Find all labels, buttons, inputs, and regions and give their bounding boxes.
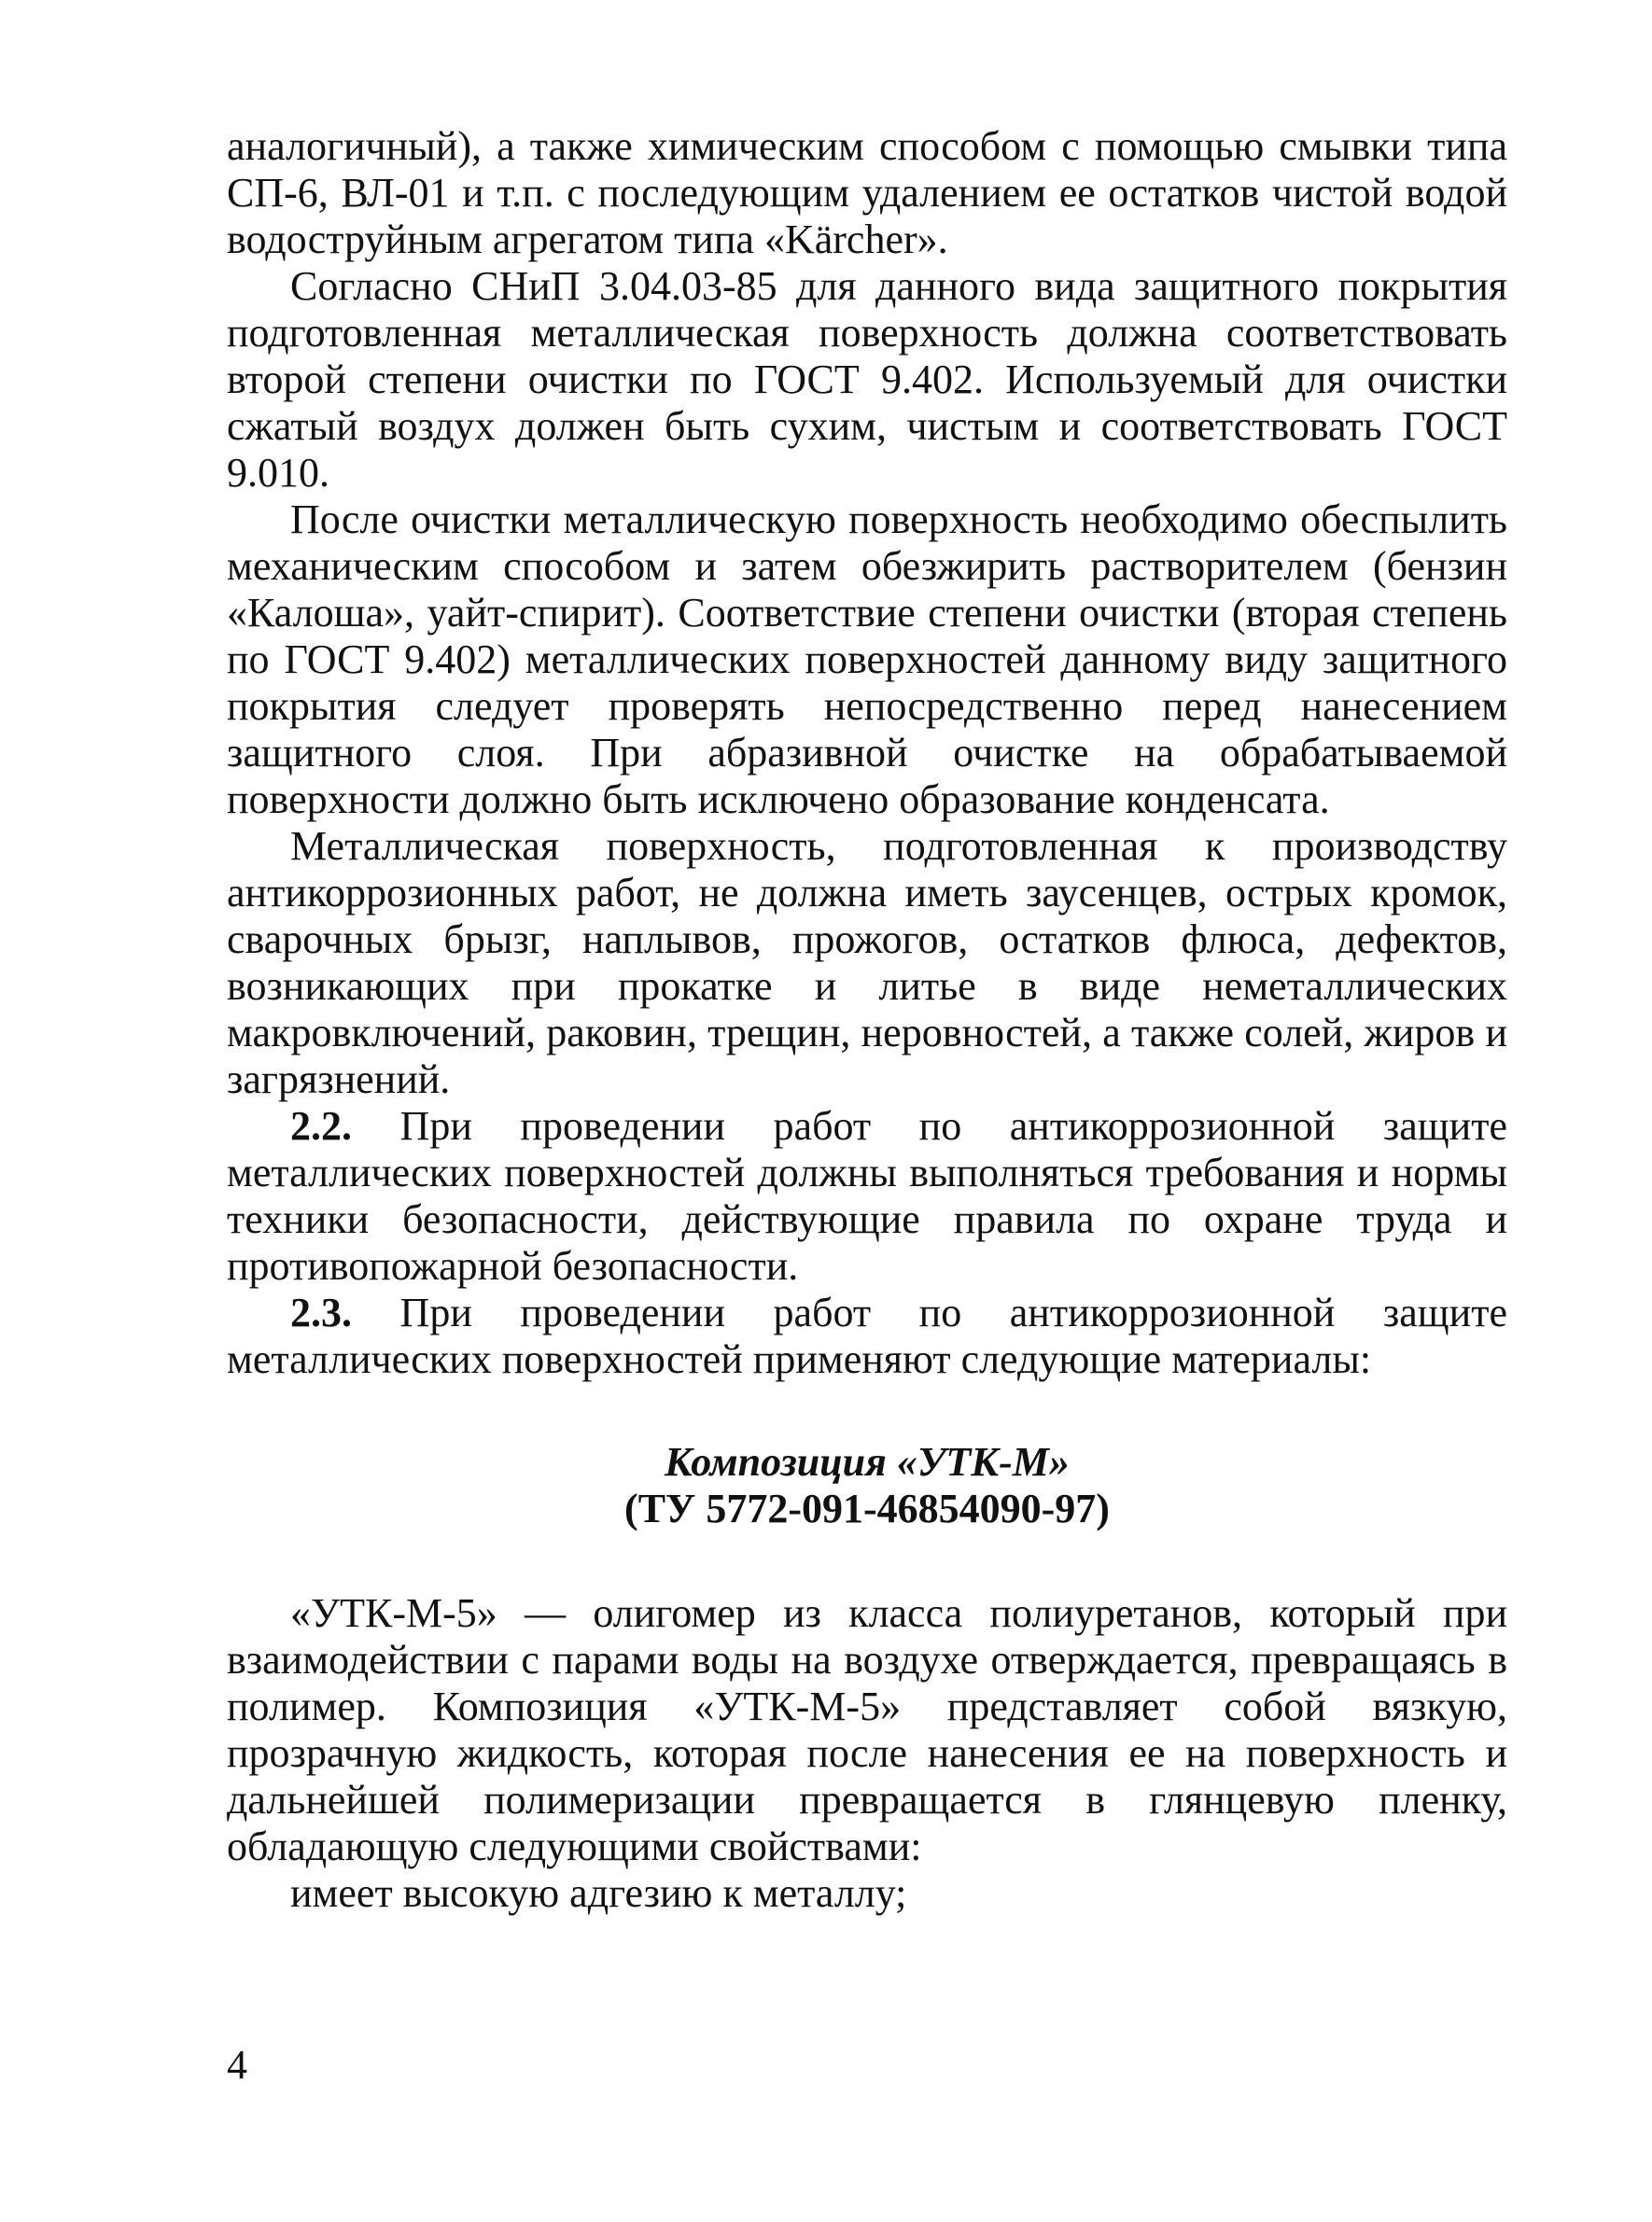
section-spec: (ТУ 5772-091-46854090-97) bbox=[624, 1486, 1110, 1531]
paragraph-utk-description: «УТК-М-5» — олигомер из класса полиуретанов, который при взаимодействии с парами воды на воздухе отверждается, превращаясь в полимер. Композиция «УТК-М-5» представляет собой вязкую, прозрачную жидкость, которая после нанесения ее на поверхность и дальнейшей полимеризации превращается в глянцевую пленку, обладающую следующими свойствами: bbox=[227, 1590, 1507, 1869]
paragraph-dedusting: После очистки металлическую поверхность необходимо обеспылить механическим способом и затем обезжирить растворителем (бензин «Калоша», уайт-спирит). Соответствие степени очистки (вторая степень по ГОСТ 9.402) металлических поверхностей данному виду защитного покрытия следует проверять непосредственно перед нанесением защитного слоя. При абразивной очистке на обрабатываемой поверхности должно быть исключено образование конденсата. bbox=[227, 496, 1507, 822]
paragraph-snip-requirements: Согласно СНиП 3.04.03-85 для данного вида защитного покрытия подготовленная металлическая поверхность должна соответствовать второй степени очистки по ГОСТ 9.402. Используемый для очистки сжатый воздух должен быть сухим, чистым и соответствовать ГОСТ 9.010. bbox=[227, 263, 1507, 496]
paragraph-surface-defects: Металлическая поверхность, подготовленная к производству антикоррозионных работ, не должна иметь заусенцев, острых кромок, сварочных брызг, наплывов, прожогов, остатков флюса, дефектов, возникающих при прокатке и литье в виде неметаллических макровключений, раковин, трещин, неровностей, а также солей, жиров и загрязнений. bbox=[227, 823, 1507, 1102]
paragraph-continuation: аналогичный), а также химическим способом с помощью смывки типа СП-6, ВЛ-01 и т.п. с последующим удалением ее остатков чистой водой водоструйным агрегатом типа «Kärcher». bbox=[227, 123, 1507, 262]
clause-text-2-2: При проведении работ по антикоррозионной защите металлических поверхностей должны выполняться требования и нормы техники безопасности, действующие правила по охране труда и противопожарной безопасности. bbox=[227, 1103, 1507, 1289]
section-title: Композиция «УТК-М» bbox=[665, 1439, 1070, 1485]
body-text bbox=[227, 123, 1507, 1917]
page-number: 4 bbox=[227, 2042, 247, 2088]
paragraph-2-2 bbox=[227, 1103, 1507, 1290]
paragraph-property-adhesion: имеет высокую адгезию к металлу; bbox=[290, 1870, 907, 1916]
paragraph-2-3 bbox=[227, 1290, 1507, 1383]
clause-number-2-2: 2.2. bbox=[290, 1103, 352, 1149]
clause-text-2-3: При проведении работ по антикоррозионной защите металлических поверхностей применяют следующие материалы: bbox=[227, 1290, 1507, 1382]
clause-number-2-3: 2.3. bbox=[290, 1290, 352, 1335]
